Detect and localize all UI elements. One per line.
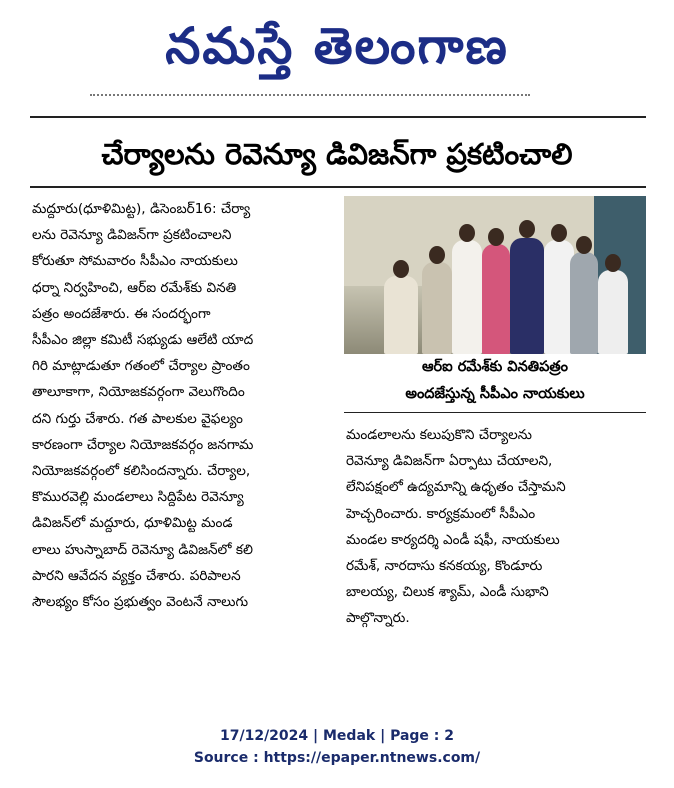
text-line: పాల్గొన్నారు. xyxy=(346,610,410,627)
caption-rule xyxy=(344,412,646,413)
footer-source-link[interactable]: Source : https://epaper.ntnews.com/ xyxy=(193,750,481,766)
article-column-right xyxy=(346,422,644,652)
text-line: మండల కార్యదర్శి ఎండీ షఫీ, నాయకులు xyxy=(346,531,560,548)
text-line: కోరుతూ సోమవారం సీపీఎం నాయకులు xyxy=(32,253,238,270)
text-line: హెచ్చరించారు. కార్యక్రమంలో సీపీఎం xyxy=(346,505,536,522)
text-line: గిరి మాట్లాడుతూ గతంలో చేర్యాల ప్రాంతం xyxy=(32,358,250,375)
caption-line: అందజేస్తున్న సీపీఎం నాయకులు xyxy=(405,386,585,402)
text-line: దని గుర్తు చేశారు. గత పాలకుల వైఫల్యం xyxy=(32,410,243,427)
footer-date-edition: 17/12/2024 | Medak | Page : 2 xyxy=(219,728,455,744)
text-line: లను రెవెన్యూ డివిజన్‌గా ప్రకటించాలని xyxy=(32,227,232,244)
text-line: బాలయ్య, చిలుక శ్యామ్, ఎండీ సుభాని xyxy=(346,584,549,601)
text-line: కొమురవెల్లి మండలాలు సిద్దిపేట రెవెన్యూ xyxy=(32,489,244,506)
headline-bottom-rule xyxy=(30,186,646,188)
caption-line: ఆర్ఐ రమేశ్‌కు వినతిపత్రం xyxy=(421,359,569,375)
text-line: తాలూకాగా, నియోజకవర్గంగా వెలుగొందిం xyxy=(32,384,245,401)
text-line: లేనిపక్షంలో ఉద్యమాన్ని ఉధృతం చేస్తామని xyxy=(346,479,566,496)
newspaper-masthead: నమస్తే తెలంగాణ xyxy=(165,17,509,75)
article-headline: చేర్యాలను రెవెన్యూ డివిజన్‌గా ప్రకటించాలి xyxy=(101,137,573,171)
text-line: నియోజకవర్గంలో కలిసిందన్నారు. చేర్యాల, xyxy=(32,463,251,480)
text-line: రమేశ్, నారదాసు కనకయ్య, కొండూరు xyxy=(346,558,543,575)
text-line: సౌలభ్యం కోసం ప్రభుత్వం వెంటనే నాలుగు xyxy=(32,594,249,611)
text-line: డివిజన్‌లో మద్దూరు, ధూళిమిట్ట మండ xyxy=(32,515,233,532)
text-line: రెవెన్యూ డివిజన్‌గా ఏర్పాటు చేయాలని, xyxy=(346,453,553,470)
text-line: కారణంగా చేర్యాల నియోజకవర్గం జనగామ xyxy=(32,436,254,453)
text-line: మద్దూరు(ధూళిమిట్ట), డిసెంబర్16: చేర్యా xyxy=(32,201,251,217)
text-line: ధర్నా నిర్వహించి, ఆర్ఐ రమేశ్‌కు వినతి xyxy=(32,279,237,296)
photo-caption xyxy=(344,354,646,410)
text-line: సీపీఎం జిల్లా కమిటీ సభ్యుడు ఆలేటి యాద xyxy=(32,332,254,349)
text-line: లాలు హుస్నాబాద్ రెవెన్యూ డివిజన్‌లో కలి xyxy=(32,541,253,558)
headline-top-rule xyxy=(30,116,646,118)
masthead-tagline-rule xyxy=(90,94,530,104)
news-photo xyxy=(344,196,646,354)
text-line: పత్రం అందజేశారు. ఈ సందర్భంగా xyxy=(32,305,211,322)
text-line: మండలాలను కలుపుకొని చేర్యాలను xyxy=(346,427,532,443)
text-line: పారని ఆవేదన వ్యక్తం చేశారు. పరిపాలన xyxy=(32,567,241,584)
article-column-left xyxy=(32,196,330,666)
